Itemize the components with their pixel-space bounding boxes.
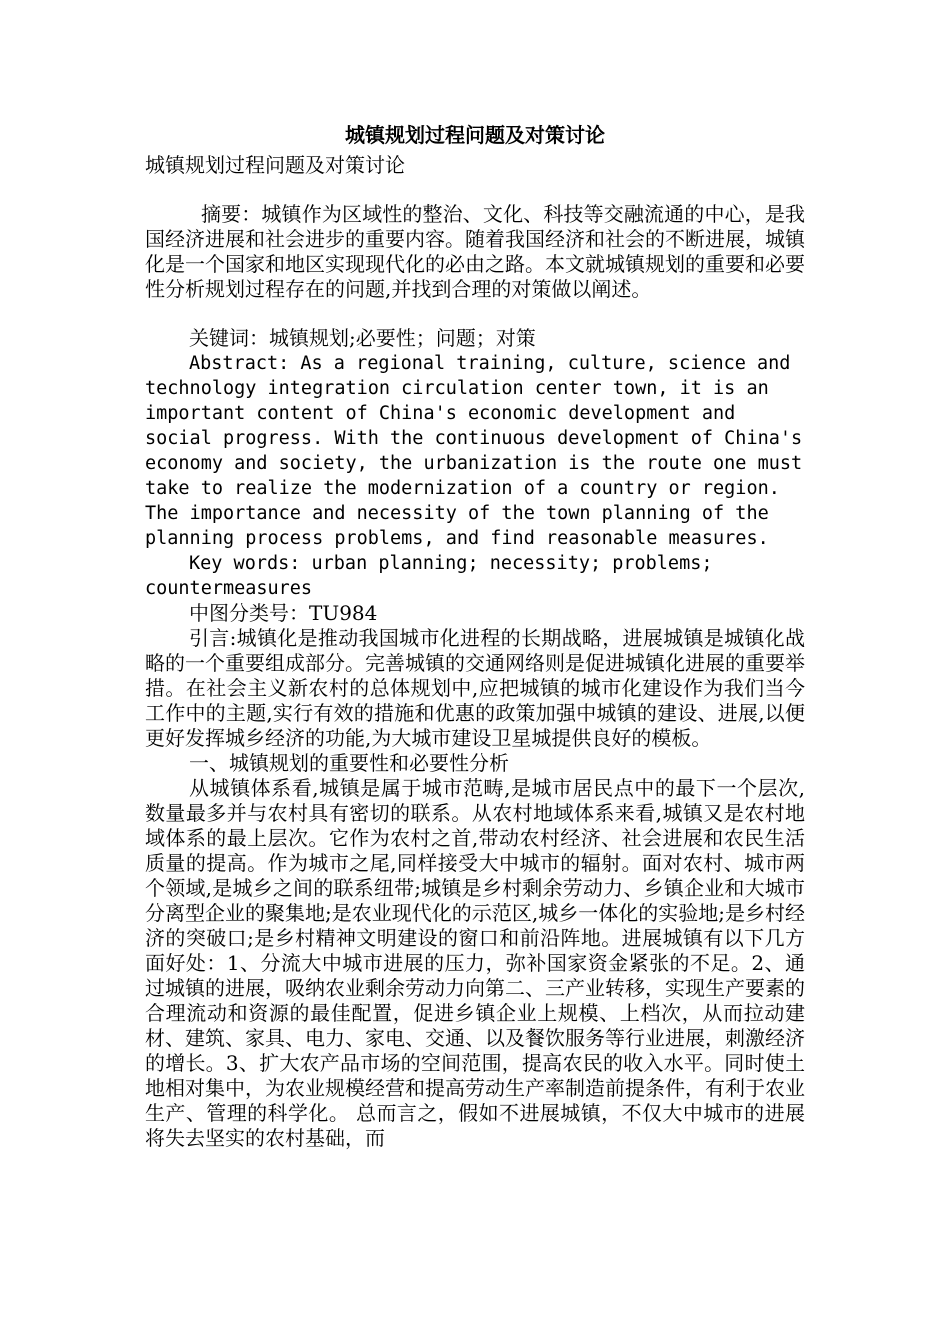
spacer [145, 178, 805, 202]
keywords-english: Key words: urban planning; necessity; problems; countermeasures [145, 553, 713, 599]
document-page [145, 118, 805, 1151]
spacer [145, 302, 805, 326]
document-subtitle: 城镇规划过程问题及对策讨论 [145, 153, 405, 177]
abstract-chinese: 摘要：城镇作为区域性的整治、文化、科技等交融流通的中心，是我国经济进展和社会进步的重要内容。随着我国经济和社会的不断进展，城镇化是一个国家和地区实现现代化的必由之路。本文就城镇规划的重要和必要性分析规划过程存在的问题,并找到合理的对策做以阐述。 [145, 202, 805, 301]
introduction: 引言:城镇化是推动我国城市化进程的长期战略，进展城镇是城镇化战略的一个重要组成部分。完善城镇的交通网络则是促进城镇化进展的重要举措。在社会主义新农村的总体规划中,应把城镇的城市化建设作为我们当今工作中的主题,实行有效的措施和优惠的政策加强中城镇的建设、进展,以便更好发挥城乡经济的功能,为大城市建设卫星城提供良好的模板。 [145, 626, 805, 750]
section-body: 从城镇体系看,城镇是属于城市范畴,是城市居民点中的最下一个层次,数量最多并与农村具有密切的联系。从农村地域体系来看,城镇又是农村地域体系的最上层次。它作为农村之首,带动农村经济、社会进展和农民生活质量的提高。作为城市之尾,同样接受大中城市的辐射。面对农村、城市两个领域,是城乡之间的联系纽带;城镇是乡村剩余劳动力、乡镇企业和大城市分离型企业的聚集地;是农业现代化的示范区,城乡一体化的实验地;是乡村经济的突破口;是乡村精神文明建设的窗口和前沿阵地。进展城镇有以下几方面好处：1、分流大中城市进展的压力，弥补国家资金紧张的不足。2、通过城镇的进展，吸纳农业剩余劳动力向第二、三产业转移，实现生产要素的合理流动和资源的最佳配置，促进乡镇企业上规模、上档次，从而拉动建材、建筑、家具、电力、家电、交通、以及餐饮服务等行业进展，刺激经济的增长。3、扩大农产品市场的空间范围，提高农民的收入水平。同时使土地相对集中，为农业规模经营和提高劳动生产率制造前提条件，有利于农业生产、管理的科学化。 总而言之，假如不进展城镇，不仅大中城市的进展将失去坚实的农村基础，而 [145, 776, 805, 1150]
keywords-chinese: 关键词：城镇规划;必要性；问题；对策 [189, 326, 536, 350]
document-title: 城镇规划过程问题及对策讨论 [345, 123, 605, 147]
classification-number: 中图分类号：TU984 [189, 601, 378, 625]
abstract-english: Abstract: As a regional training, culture, science and technology integration circulation center town, it is an important content of China's economic development and social progress. With the continuous development of China's economy and society, the urbanization is the route one must take to realize the modernization of a country or region. The importance and necessity of the town planning of the planning process problems, and find reasonable measures. [145, 353, 803, 549]
section-heading: 一、城镇规划的重要性和必要性分析 [189, 751, 509, 775]
